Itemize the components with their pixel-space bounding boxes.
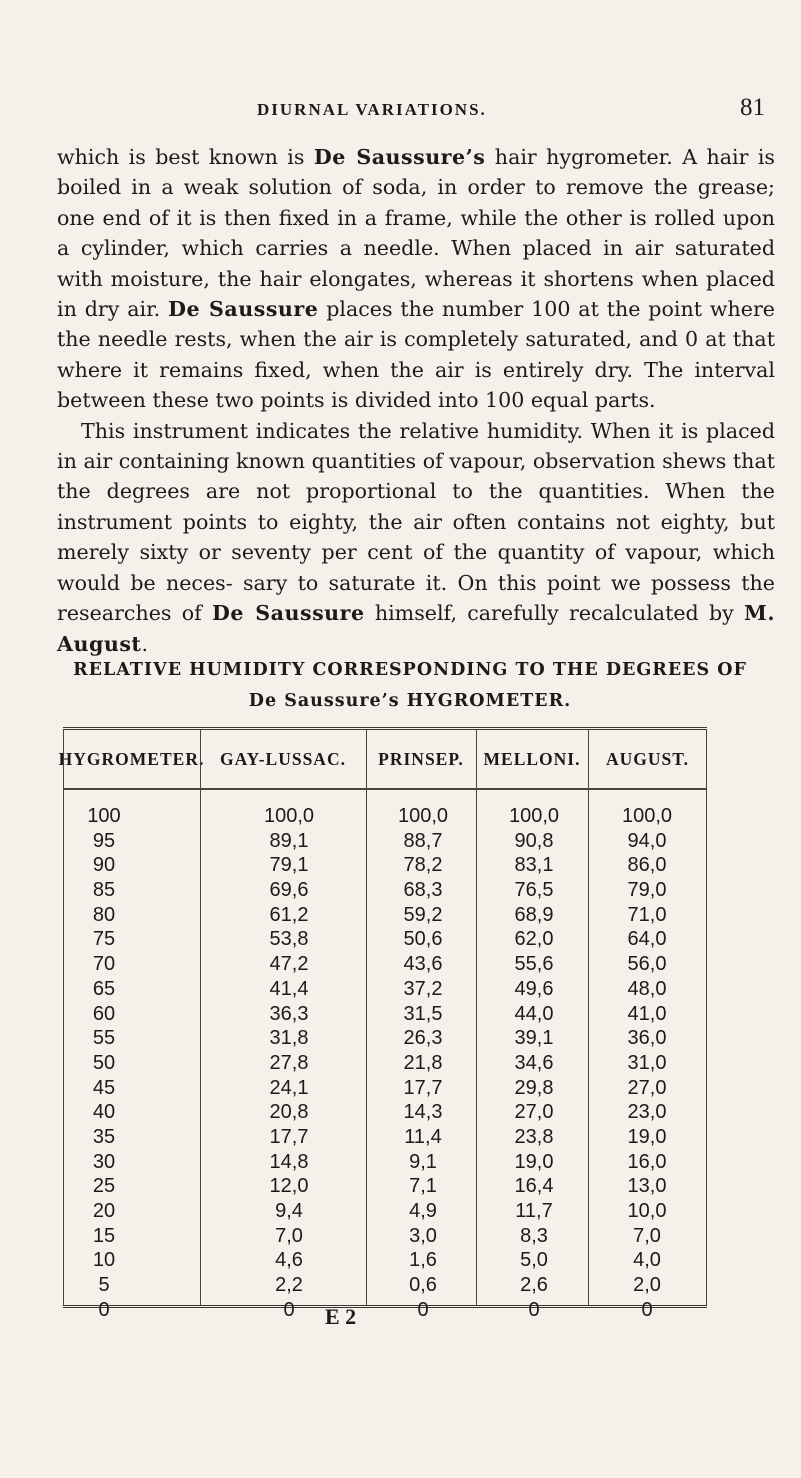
table-cell: 79,1 [269, 854, 309, 877]
table-cell: 55 [92, 1027, 116, 1050]
table-cell: 69,6 [269, 879, 309, 902]
table-cell: 7,1 [409, 1175, 437, 1198]
table-cell: 14,3 [403, 1101, 443, 1124]
table-cell: 100,0 [263, 805, 315, 827]
table-cell: 10,0 [627, 1200, 667, 1222]
table-cell: 10 [92, 1249, 116, 1272]
table-cell: 11,7 [515, 1200, 553, 1222]
table-cell: 11,4 [404, 1125, 442, 1148]
table-cell: 100,0 [508, 805, 560, 827]
table-cell: 0 [528, 1298, 540, 1321]
table-cell: 31,0 [627, 1051, 667, 1074]
column-divider [706, 730, 707, 1305]
table-cell: 90 [92, 854, 116, 877]
name-august: M. August [57, 601, 775, 656]
column-august [596, 804, 698, 1321]
table-cell: 0 [641, 1298, 653, 1321]
body-text [57, 142, 775, 659]
table-cell: 12,0 [269, 1175, 309, 1198]
column-header-hygrometer: HYGROMETER. [58, 748, 205, 769]
table-cell: 2,6 [520, 1274, 548, 1297]
table-cell: 83,1 [514, 854, 554, 877]
table-cell: 50,6 [403, 928, 443, 951]
table-cell: 13,0 [627, 1175, 667, 1198]
running-title: DIURNAL VARIATIONS. [257, 100, 487, 119]
table-cell: 3,0 [409, 1224, 437, 1247]
table-cell: 20 [92, 1200, 116, 1222]
table-cell: 21,8 [403, 1051, 443, 1074]
table-cell: 36,0 [627, 1027, 667, 1050]
column-divider [588, 730, 589, 1305]
table-cell: 68,3 [403, 879, 443, 902]
table-cell: 55,6 [514, 953, 554, 976]
header-rule [63, 788, 707, 790]
table-cell: 31,8 [269, 1027, 309, 1050]
table-cell: 94,0 [627, 829, 667, 852]
table-cell: 4,0 [633, 1249, 661, 1272]
table-cell: 16,4 [514, 1175, 554, 1198]
table-cell: 86,0 [627, 854, 667, 877]
table-cell: 75 [92, 928, 116, 951]
table-cell: 68,9 [514, 903, 554, 926]
table-cell: 15 [92, 1224, 116, 1247]
paragraph-1: which is best known is De Saussure’s hair hygrometer. A hair is boiled in a weak solution of soda, in order to remove the grease; one end of it is then fixed in a frame, while the other is rolled upon a cylinder, which carries a needle. When placed in air saturated with moisture, the hair elongates, whereas it shortens when placed in dry air. De Saussure places the number 100 at the point where the needle rests, when the air is completely saturated, and 0 at that where it remains fixed, when the air is entirely dry. The interval between these two points is divided into 100 equal parts. [57, 145, 776, 413]
column-header-august: AUGUST. [605, 748, 689, 769]
table-cell: 43,6 [403, 953, 443, 976]
table-cell: 2,0 [633, 1274, 661, 1297]
table-cell: 35 [92, 1125, 116, 1148]
table-cell: 36,3 [269, 1002, 309, 1025]
column-divider [200, 730, 201, 1305]
table-cell: 90,8 [514, 829, 554, 852]
table-cell: 70 [92, 953, 116, 976]
table-cell: 61,2 [269, 903, 309, 926]
table-cell: 53,8 [269, 928, 309, 951]
table-cell: 85 [92, 879, 116, 902]
signature-mark: E 2 [325, 1304, 357, 1329]
table-cell: 0 [98, 1298, 110, 1321]
table-cell: 0,6 [409, 1274, 437, 1297]
table-cell: 23,8 [514, 1125, 554, 1148]
table-cell: 4,6 [275, 1249, 303, 1272]
table-cell: 49,6 [514, 977, 554, 1000]
table-cell: 88,7 [403, 829, 443, 852]
table-cell: 7,0 [275, 1224, 303, 1247]
table-cell: 27,8 [269, 1051, 309, 1074]
table-cell: 24,1 [269, 1076, 309, 1099]
column-header-prinsep: PRINSEP. [378, 748, 464, 769]
table-cell: 62,0 [514, 928, 554, 951]
table-cell: 5,0 [520, 1249, 548, 1272]
table-cell: 60 [92, 1002, 116, 1025]
table-cell: 19,0 [514, 1150, 554, 1173]
table-cell: 64,0 [627, 928, 667, 951]
table-cell: 31,5 [403, 1002, 443, 1025]
table-cell: 0 [417, 1298, 429, 1321]
name-de-saussure: De Saussure [168, 297, 319, 322]
table-cell: 8,3 [520, 1224, 548, 1247]
table-cell: 41,4 [269, 977, 309, 1000]
table-cell: 5 [98, 1274, 110, 1297]
table-cell: 76,5 [514, 879, 554, 902]
table-cell: 2,2 [275, 1274, 303, 1297]
table-cell: 44,0 [514, 1002, 554, 1025]
table-cell: 100 [87, 805, 121, 827]
page-number: 81 [740, 94, 765, 121]
table-title [60, 655, 760, 717]
table-cell: 40 [92, 1101, 116, 1124]
table-cell: 34,6 [514, 1051, 554, 1074]
table-cell: 9,4 [275, 1200, 303, 1222]
table-cell: 29,8 [514, 1076, 554, 1099]
table-cell: 9,1 [409, 1150, 437, 1173]
name-de-saussure: De Saussure’s [313, 145, 486, 169]
table-cell: 27,0 [627, 1076, 667, 1099]
table-cell: 65 [92, 977, 116, 1000]
table-cell: 26,3 [403, 1027, 443, 1050]
table-cell: 78,2 [403, 854, 443, 877]
table-cell: 100,0 [397, 805, 449, 827]
table-cell: 50 [92, 1051, 116, 1074]
table-cell: 100,0 [621, 805, 673, 827]
table-cell: 39,1 [514, 1027, 554, 1050]
table-cell: 17,7 [403, 1076, 443, 1099]
table-cell: 7,0 [633, 1224, 661, 1247]
column-hygrometer [63, 804, 145, 1321]
table-cell: 27,0 [514, 1101, 554, 1124]
column-header-melloni: MELLONI. [483, 748, 581, 769]
column-header-gay-lussac: GAY-LUSSAC. [220, 748, 346, 769]
table-cell: 37,2 [403, 977, 443, 1000]
table-cell: 45 [92, 1076, 116, 1099]
table-cell: 41,0 [627, 1002, 667, 1025]
table-cell: 25 [92, 1175, 116, 1198]
column-melloni [487, 804, 581, 1321]
table-cell: 0 [283, 1298, 295, 1321]
table-cell: 17,7 [269, 1125, 309, 1148]
table-cell: 80 [92, 903, 116, 926]
table-cell: 1,6 [409, 1249, 437, 1272]
column-divider [366, 730, 367, 1305]
table-title-line-2: De Saussure’s HYGROMETER. [248, 691, 572, 711]
table-cell: 71,0 [627, 903, 667, 926]
table-cell: 47,2 [269, 953, 309, 976]
table-cell: 48,0 [627, 977, 667, 1000]
table-cell: 59,2 [403, 903, 443, 926]
name-de-saussure: De Saussure [211, 601, 365, 626]
table-cell: 95 [92, 829, 116, 852]
paragraph-2: This instrument indicates the relative humidity. When it is placed in air containing known quantities of vapour, observation shews that the degrees are not proportional to the quantities. When the instrument points to eighty, the air often contains not eighty, but merely sixty or seventy per cent of the quantity of vapour, which would be neces- sary to saturate it. On this point we possess the researches of De Saussure himself, carefully recalculated by M. August. [57, 418, 775, 656]
table-cell: 14,8 [269, 1150, 309, 1173]
table-cell: 30 [92, 1150, 116, 1173]
table-cell: 4,9 [409, 1200, 437, 1222]
column-prinsep [381, 804, 465, 1321]
table-cell: 16,0 [627, 1150, 667, 1173]
table-cell: 79,0 [627, 879, 667, 902]
page-header [0, 94, 801, 134]
table-cell: 20,8 [269, 1101, 309, 1124]
table-cell: 89,1 [269, 829, 309, 852]
table-cell: 56,0 [627, 953, 667, 976]
column-divider [476, 730, 477, 1305]
table-cell: 23,0 [627, 1101, 667, 1124]
table-cell: 19,0 [627, 1125, 667, 1148]
table-title-line-1: RELATIVE HUMIDITY CORRESPONDING TO THE DEGREES OF [73, 660, 747, 680]
